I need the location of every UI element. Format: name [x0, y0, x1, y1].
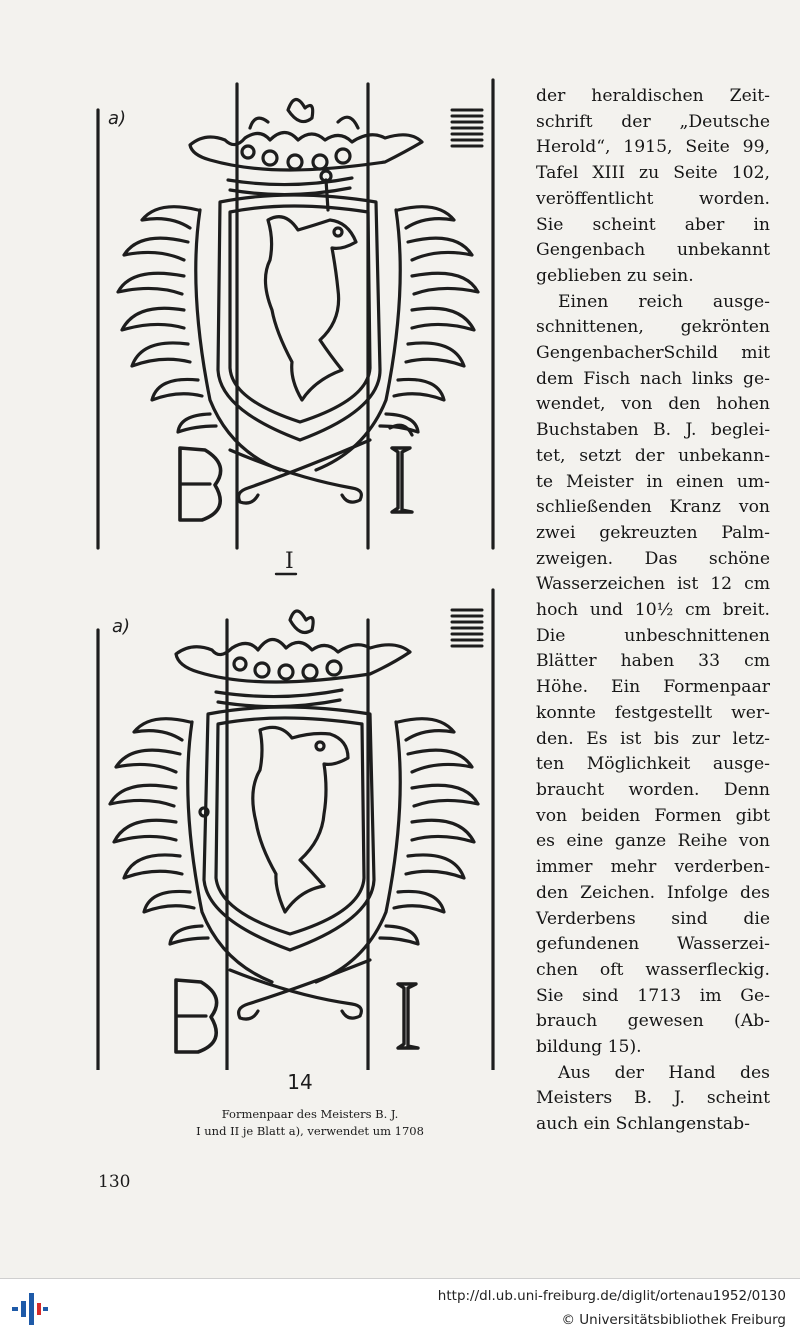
- text-line: Einen reich ausge-: [558, 291, 770, 312]
- text-line: ten Möglichkeit ausge-: [536, 754, 770, 775]
- body-text-column: [536, 84, 770, 1138]
- text-line: schließenden Kranz von: [536, 497, 770, 518]
- text-line: Herold“, 1915, Seite 99,: [536, 137, 770, 158]
- text-line: von beiden Formen gibt: [536, 805, 770, 826]
- text-line: Wasserzeichen ist 12 cm: [536, 574, 770, 595]
- text-line: schrift der „Deutsche: [536, 111, 770, 132]
- text-line: zweigen. Das schöne: [536, 548, 770, 569]
- text-line: zwei gekreuzten Palm-: [536, 522, 770, 543]
- figure-number: 14: [287, 1070, 313, 1094]
- text-line: der heraldischen Zeit-: [536, 86, 770, 106]
- text-line: GengenbacherSchild mit: [536, 343, 770, 364]
- text-line: dem Fisch nach links ge-: [536, 368, 770, 389]
- text-line: tet, setzt der unbekann-: [536, 445, 770, 466]
- text-line: auch ein Schlangenstab-: [536, 1114, 750, 1135]
- text-line: Gengenbach unbekannt: [536, 240, 770, 261]
- page-number: 130: [98, 1172, 131, 1192]
- permalink-link[interactable]: http://dl.ub.uni-freiburg.de/diglit/ortenau1952/0130: [437, 1288, 786, 1304]
- watermark-drawing: [80, 70, 520, 1070]
- caption-line-2: I und II je Blatt a), verwendet um 1708: [196, 1124, 424, 1138]
- caption-line-1: Formenpaar des Meisters B. J.: [221, 1107, 399, 1121]
- mark-2-label: a): [112, 616, 131, 637]
- text-line: hoch und 10½ cm breit.: [536, 600, 770, 621]
- text-line: Höhe. Ein Formenpaar: [536, 677, 770, 698]
- text-line: braucht worden. Denn: [536, 779, 770, 800]
- copyright-notice: © Universitätsbibliothek Freiburg: [561, 1312, 786, 1328]
- watermark-mark-2: [98, 590, 493, 1070]
- text-line: Sie sind 1713 im Ge-: [536, 985, 770, 1006]
- text-line: es eine ganze Reihe von: [536, 831, 770, 852]
- text-line: den Zeichen. Infolge des: [536, 882, 770, 903]
- watermark-figure: [80, 70, 520, 1150]
- figure-caption: [150, 1106, 470, 1140]
- library-logo-icon: [10, 1289, 50, 1329]
- text-line: Meisters B. J. scheint: [536, 1088, 770, 1109]
- text-line: geblieben zu sein.: [536, 265, 694, 286]
- text-line: wendet, von den hohen: [536, 394, 770, 415]
- text-line: Verderbens sind die: [536, 908, 770, 929]
- text-line: chen oft wasserfleckig.: [536, 959, 770, 980]
- text-line: veröffentlicht worden.: [536, 188, 770, 209]
- text-line: bildung 15).: [536, 1037, 642, 1058]
- text-line: Aus der Hand des: [558, 1062, 770, 1083]
- watermark-mark-1: [98, 80, 493, 548]
- text-line: schnittenen, gekrönten: [536, 317, 770, 338]
- text-line: gefundenen Wasserzei-: [536, 934, 770, 955]
- library-footer: [0, 1278, 800, 1337]
- text-line: Sie scheint aber in: [536, 214, 770, 235]
- text-line: brauch gewesen (Ab-: [536, 1011, 770, 1032]
- text-line: Tafel XIII zu Seite 102,: [536, 163, 770, 184]
- mark-1-label: a): [108, 108, 127, 129]
- text-line: Blätter haben 33 cm: [536, 651, 770, 672]
- text-line: konnte festgestellt wer-: [536, 702, 770, 723]
- text-line: immer mehr verderben-: [536, 857, 770, 878]
- text-line: Buchstaben B. J. beglei-: [536, 420, 770, 441]
- text-line: den. Es ist bis zur letz-: [536, 728, 770, 749]
- text-line: te Meister in einen um-: [536, 471, 770, 492]
- text-line: Die unbeschnittenen: [536, 625, 770, 646]
- mark-1-roman-numeral: I: [285, 549, 294, 574]
